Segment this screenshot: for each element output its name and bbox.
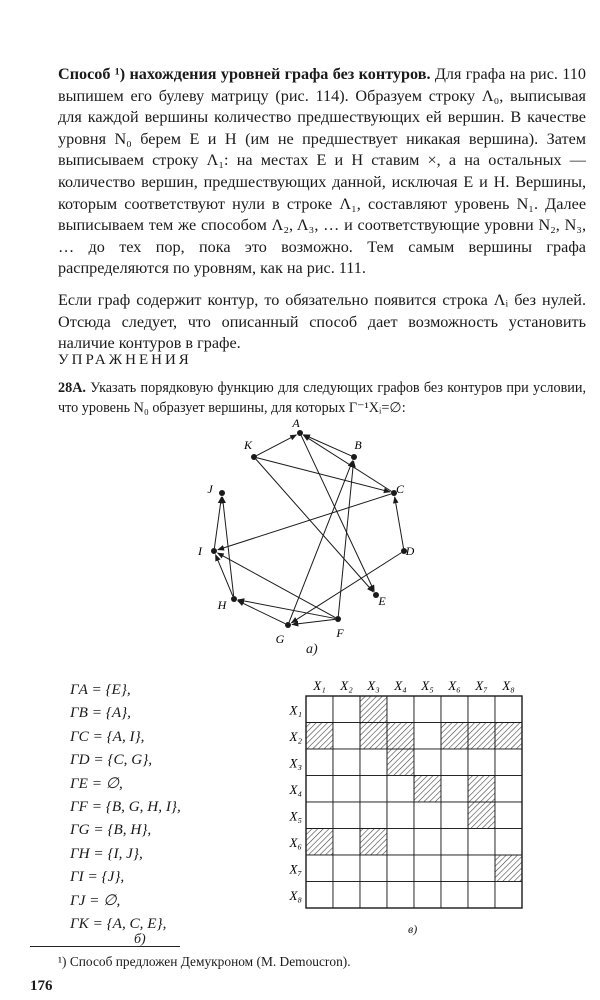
successor-equation: ΓC = {A, I},: [70, 727, 145, 745]
graph-node-label: E: [378, 594, 386, 608]
matrix-cell-empty: [333, 749, 360, 776]
matrix-cell-empty: [468, 829, 495, 856]
matrix-cell-empty: [333, 855, 360, 882]
graph-edge-f-g: [292, 619, 335, 624]
graph-edge-b-a: [304, 435, 352, 456]
matrix-cell-empty: [468, 882, 495, 909]
footnote: ¹) Способ предложен Демукроном (M. Demoucron).: [58, 954, 351, 969]
method-heading: Способ ¹) нахождения уровней графа без контуров.: [58, 65, 431, 83]
graph-edge-i-j: [214, 497, 221, 548]
graph-node-g: [285, 622, 291, 628]
matrix-col-label: X₁: [313, 678, 326, 693]
matrix-cell-empty: [306, 802, 333, 829]
matrix-cell-empty: [441, 802, 468, 829]
graph-edge-k-e: [256, 459, 373, 592]
section-heading: УПРАЖНЕНИЯ: [58, 352, 192, 368]
graph-node-label: J: [207, 482, 213, 496]
method-paragraph: [58, 64, 586, 280]
matrix-cell-filled: [360, 829, 387, 856]
successor-equation: ΓG = {B, H},: [70, 821, 152, 839]
graph-node-i: [211, 548, 217, 554]
matrix-cell-empty: [441, 882, 468, 909]
successor-equation: ΓF = {B, G, H, I},: [70, 798, 181, 816]
graph-node-k: [251, 454, 257, 460]
matrix-cell-filled: [441, 723, 468, 750]
matrix-cell-empty: [387, 802, 414, 829]
method-text: Для графа на рис. 110 выпишем его булеву матрицу (рис. 114). Образуем строку Λ₀, выписывая для каждой вершины количество предшествующих ей вершин. В качестве уровня N₀ берем E и H (им не предшествует никакая вершина). Затем выписываем строку Λ₁: на местах E и H ставим ×, а на остальных — количество вершин, предшествующих данной, исключая E и H. Вершины, которым соответствуют нули в строке Λ₁, составляют уровень N₁. Далее выписываем тем же способом Λ₂, Λ₃, … и соответствующие уровни N₂, N₃, … до тех пор, пока это возможно. Тем самым вершины графа распределяются по уровням, как на рис. 111.: [58, 65, 586, 278]
graph-node-label: D: [405, 544, 415, 558]
matrix-cell-filled: [360, 723, 387, 750]
successor-list: [70, 678, 181, 935]
matrix-row-label: X₄: [289, 781, 302, 797]
graph-node-label: H: [217, 598, 227, 612]
page-number: 176: [30, 978, 53, 994]
graph-edge-k-c: [257, 458, 390, 492]
graph-node-b: [351, 454, 357, 460]
graph-edge-g-b: [289, 461, 352, 622]
graph-edge-f-b: [338, 461, 353, 616]
successor-equation: ΓJ = ∅,: [70, 891, 121, 909]
matrix-cell-empty: [441, 855, 468, 882]
successor-equation: ΓI = {J},: [70, 868, 125, 886]
graph-edge-h-j: [222, 497, 233, 596]
equations-caption: б): [134, 932, 146, 947]
matrix-row-label: X₆: [289, 834, 302, 850]
matrix-cell-empty: [495, 776, 522, 803]
matrix-cell-empty: [468, 696, 495, 723]
matrix-cell-empty: [441, 829, 468, 856]
matrix-cell-empty: [495, 696, 522, 723]
successor-equation: ΓA = {E},: [70, 681, 131, 698]
matrix-cell-empty: [414, 749, 441, 776]
footnote-divider: [30, 946, 180, 947]
matrix-cell-empty: [360, 802, 387, 829]
matrix-row-label: X₁: [289, 702, 302, 718]
matrix-cell-filled: [360, 696, 387, 723]
graph-node-h: [231, 596, 237, 602]
matrix-col-label: X₃: [367, 678, 380, 693]
matrix-cell-empty: [360, 749, 387, 776]
matrix-cell-filled: [468, 776, 495, 803]
matrix-cell-filled: [387, 723, 414, 750]
graph-edge-h-i: [216, 555, 233, 597]
matrix-row-label: X₈: [289, 887, 302, 903]
contour-paragraph: Если граф содержит контур, то обязательно появится строка Λᵢ без нулей. Отсюда следует, что описанный способ дает возможность установить наличие контуров в графе.: [58, 291, 586, 353]
graph-node-label: B: [354, 438, 362, 452]
matrix-cell-filled: [468, 723, 495, 750]
graph-node-label: F: [336, 626, 344, 640]
matrix-cell-empty: [333, 696, 360, 723]
matrix-cell-empty: [360, 855, 387, 882]
graph-node-label: G: [275, 632, 285, 646]
graph-edge-c-a: [303, 435, 391, 491]
graph-figure: [190, 415, 430, 665]
graph-node-j: [219, 490, 225, 496]
matrix-cell-empty: [387, 829, 414, 856]
matrix-col-label: X₂: [340, 678, 353, 693]
matrix-cell-empty: [414, 855, 441, 882]
matrix-col-label: X₄: [394, 678, 407, 693]
successor-equation: ΓH = {I, J},: [70, 844, 143, 862]
matrix-cell-empty: [333, 829, 360, 856]
exercise-statement: [58, 378, 586, 418]
matrix-cell-empty: [360, 882, 387, 909]
matrix-cell-empty: [333, 882, 360, 909]
successor-equation: ΓE = ∅,: [70, 774, 123, 792]
matrix-col-label: X₅: [421, 678, 434, 693]
matrix-cell-empty: [333, 802, 360, 829]
matrix-col-label: X₇: [475, 678, 488, 693]
matrix-cell-empty: [306, 749, 333, 776]
matrix-cell-empty: [441, 696, 468, 723]
matrix-cell-empty: [387, 696, 414, 723]
boolean-matrix: [276, 672, 536, 942]
matrix-cell-empty: [495, 882, 522, 909]
graph-edge-a-e: [301, 436, 374, 592]
matrix-cell-empty: [306, 882, 333, 909]
matrix-cell-empty: [414, 696, 441, 723]
matrix-row-label: X₇: [289, 861, 302, 877]
matrix-col-label: X₈: [502, 678, 515, 693]
matrix-row-label: X₃: [289, 755, 302, 771]
matrix-cell-empty: [414, 723, 441, 750]
matrix-cell-filled: [306, 829, 333, 856]
matrix-row-label: X₂: [289, 728, 302, 744]
graph-caption: a): [306, 642, 318, 657]
matrix-cell-empty: [441, 776, 468, 803]
graph-edge-f-i: [218, 553, 336, 618]
successor-equation: ΓD = {C, G},: [70, 751, 153, 769]
matrix-cell-empty: [414, 802, 441, 829]
matrix-col-label: X₆: [448, 678, 461, 693]
matrix-cell-empty: [387, 776, 414, 803]
matrix-cell-filled: [414, 776, 441, 803]
matrix-cell-empty: [333, 776, 360, 803]
successor-equation: ΓB = {A},: [70, 704, 131, 722]
matrix-cell-empty: [387, 882, 414, 909]
matrix-caption: в): [408, 922, 418, 936]
graph-edge-d-g: [291, 553, 401, 623]
matrix-row-label: X₅: [289, 808, 302, 824]
matrix-cell-filled: [495, 855, 522, 882]
graph-node-label: I: [198, 544, 202, 558]
graph-node-label: K: [243, 438, 253, 452]
matrix-cell-empty: [387, 855, 414, 882]
matrix-cell-empty: [306, 855, 333, 882]
exercise-number: 28A.: [58, 380, 86, 396]
matrix-cell-empty: [495, 829, 522, 856]
matrix-cell-empty: [414, 829, 441, 856]
graph-node-label: A: [292, 416, 300, 430]
exercise-text: Указать порядковую функцию для следующих графов без контуров при условии, что уровень N₀ образует вершины, для которых Γ⁻¹Xᵢ=∅:: [58, 380, 586, 416]
matrix-cell-filled: [468, 802, 495, 829]
graph-edge-d-c: [395, 497, 404, 548]
matrix-cell-empty: [441, 749, 468, 776]
matrix-cell-empty: [495, 802, 522, 829]
matrix-cell-empty: [468, 855, 495, 882]
graph-node-f: [335, 616, 341, 622]
matrix-cell-filled: [306, 723, 333, 750]
successor-equation: ΓK = {A, C, E},: [70, 915, 167, 933]
graph-node-a: [297, 430, 303, 436]
graph-edge-c-i: [218, 494, 391, 550]
matrix-cell-empty: [333, 723, 360, 750]
matrix-cell-empty: [414, 882, 441, 909]
graph-node-label: C: [395, 482, 405, 496]
matrix-cell-empty: [495, 749, 522, 776]
matrix-cell-empty: [468, 749, 495, 776]
matrix-cell-empty: [360, 776, 387, 803]
matrix-cell-filled: [387, 749, 414, 776]
graph-edge-k-a: [257, 435, 297, 456]
matrix-cell-empty: [306, 776, 333, 803]
matrix-cell-filled: [495, 723, 522, 750]
matrix-cell-empty: [306, 696, 333, 723]
